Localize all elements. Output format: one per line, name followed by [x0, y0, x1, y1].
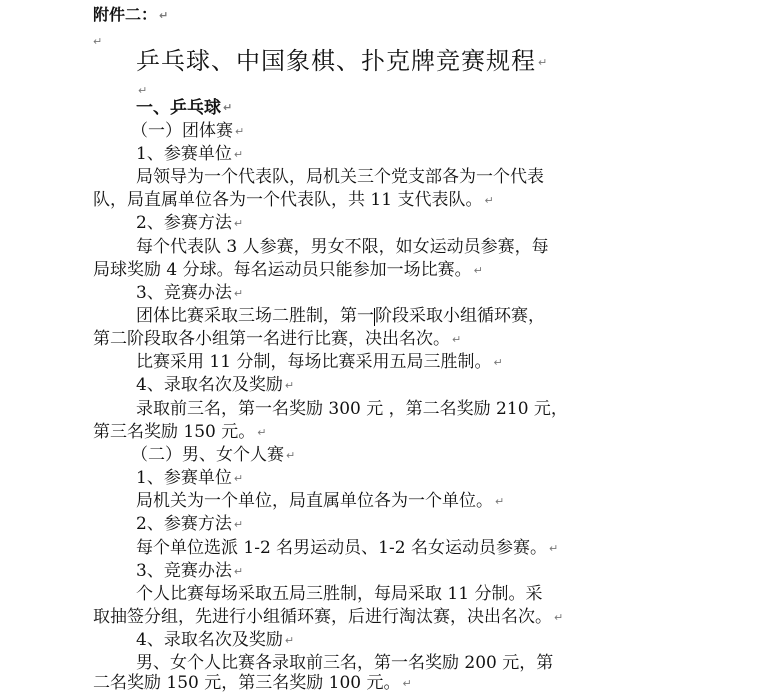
paragraph-mark-icon: ↵ — [284, 378, 295, 392]
team-units-text-2: 队，局直属单位各为一个代表队，共 11 支代表队。 ↵ — [93, 190, 494, 210]
team-rules-text-3: 比赛采用 11 分制，每场比赛采用五局三胜制。 ↵ — [136, 352, 503, 372]
section-heading-pingpong: 一、乒乓球 ↵ — [136, 98, 233, 118]
paragraph-mark-icon: ↵ — [548, 541, 559, 555]
paragraph-mark-icon: ↵ — [223, 101, 233, 114]
team-method-heading: 2、参赛方法 ↵ — [136, 213, 244, 233]
individual-method-heading: 2、参赛方法 ↵ — [136, 514, 244, 534]
individual-rules-heading: 3、竞赛办法 ↵ — [136, 561, 244, 581]
individual-awards-heading: 4、录取名次及奖励 ↵ — [136, 630, 295, 650]
paragraph-mark-icon: ↵ — [538, 55, 549, 69]
paragraph-mark-icon: ↵ — [233, 564, 244, 578]
subsection-heading-individual: （二）男、女个人赛 ↵ — [131, 445, 296, 465]
paragraph-mark-icon: ↵ — [233, 517, 244, 531]
team-rules-text-1[interactable]: 团体比赛采取三场二胜制，第一阶段采取小组循环赛， — [136, 306, 545, 326]
individual-awards-text-2: 二名奖励 150 元，第三名奖励 100 元。 ↵ — [93, 673, 412, 693]
paragraph-mark-icon: ↵ — [402, 676, 412, 690]
paragraph-mark-icon: ↵ — [473, 263, 483, 277]
paragraph-mark-icon: ↵ — [286, 448, 296, 462]
paragraph-mark-icon: ↵ — [495, 494, 505, 508]
subsection-heading-team: （一）团体赛 ↵ — [131, 121, 245, 141]
empty-paragraph — [91, 30, 102, 53]
paragraph-mark-icon: ↵ — [493, 355, 503, 369]
team-rules-heading: 3、竞赛办法 ↵ — [136, 283, 244, 303]
paragraph-mark-icon: ↵ — [138, 83, 148, 97]
team-awards-text-1: 录取前三名，第一名奖励 300 元 ，第二名奖励 210 元， — [136, 399, 568, 419]
paragraph-mark-icon: ↵ — [554, 610, 564, 624]
individual-units-text: 局机关为一个单位，局直属单位各为一个单位。 ↵ — [136, 491, 505, 511]
paragraph-mark-icon: ↵ — [233, 471, 244, 485]
paragraph-mark-icon: ↵ — [233, 286, 244, 300]
team-units-heading: 1、参赛单位 ↵ — [136, 144, 244, 164]
paragraph-mark-icon: ↵ — [257, 425, 267, 439]
team-method-text-2: 局球奖励 4 分球。每名运动员只能参加一场比赛。 ↵ — [93, 260, 483, 280]
paragraph-mark-icon: ↵ — [233, 216, 244, 230]
paragraph-mark-icon: ↵ — [233, 147, 244, 161]
attachment-label: 附件二： ↵ — [93, 5, 169, 24]
team-awards-heading: 4、录取名次及奖励 ↵ — [136, 375, 295, 395]
paragraph-mark-icon: ↵ — [93, 34, 103, 48]
paragraph-mark-icon: ↵ — [452, 332, 462, 346]
team-rules-text-2: 第二阶段取各小组第一名进行比赛，决出名次。 ↵ — [93, 329, 462, 349]
paragraph-mark-icon: ↵ — [284, 633, 295, 647]
paragraph-mark-icon: ↵ — [484, 193, 494, 207]
team-units-text-1: 局领导为一个代表队，局机关三个党支部各为一个代表 — [136, 167, 544, 187]
team-method-text-1: 每个代表队 3 人参赛，男女不限，如女运动员参赛，每 — [136, 237, 549, 257]
individual-rules-text-1: 个人比赛每场采取五局三胜制，每局采取 11 分制。采 — [136, 584, 543, 604]
individual-units-heading: 1、参赛单位 ↵ — [136, 468, 244, 488]
paragraph-mark-icon: ↵ — [235, 124, 245, 138]
individual-awards-text-1: 男、女个人比赛各录取前三名，第一名奖励 200 元，第 — [136, 653, 554, 673]
individual-method-text: 每个单位选派 1-2 名男运动员、1-2 名女运动员参赛。 ↵ — [136, 538, 559, 558]
paragraph-mark-icon: ↵ — [159, 8, 169, 22]
individual-rules-text-2: 取抽签分组，先进行小组循环赛，后进行淘汰赛，决出名次。 ↵ — [93, 607, 564, 627]
document-title: 乒乓球、中国象棋、扑克牌竞赛规程 ↵ — [136, 47, 549, 75]
team-awards-text-2: 第三名奖励 150 元。 ↵ — [93, 422, 267, 442]
